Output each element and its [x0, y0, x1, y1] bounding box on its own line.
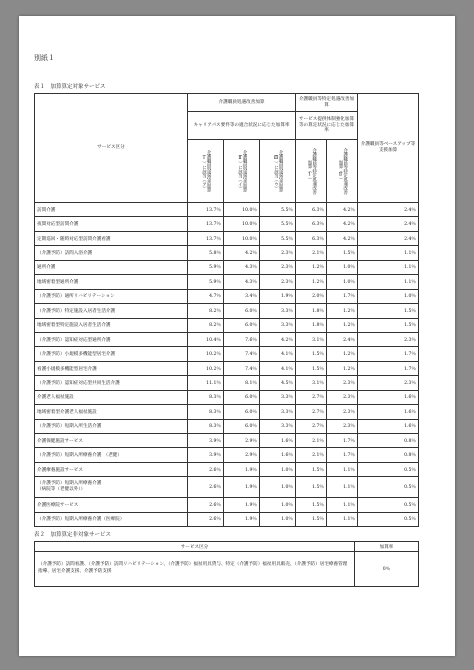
- rate-cell: 3.3％: [260, 304, 296, 318]
- service-name-cell: （介護予防）通所リハビリテーション: [35, 289, 188, 303]
- rate-cell: 1.7％: [327, 434, 358, 448]
- rate-cell: 1.0％: [260, 512, 296, 526]
- rate-column-header: [296, 140, 327, 203]
- rate-cell: 3.1％: [296, 332, 327, 346]
- rate-cell: 0.5％: [358, 512, 419, 526]
- table-row: [35, 448, 419, 462]
- service-name-cell: （介護予防）短期入所療養介護 （老健）: [35, 448, 188, 462]
- service-name-cell: 地域密着型通所介護: [35, 275, 188, 289]
- table-row: [35, 217, 419, 231]
- rate-cell: 11.1％: [188, 376, 224, 390]
- rate-cell: 13.7％: [188, 231, 224, 245]
- rate-cell: 1.9％: [224, 477, 260, 498]
- rate-cell: 1.1％: [327, 477, 358, 498]
- rate-cell: 1.0％: [327, 275, 358, 289]
- annex-label: 別紙１: [34, 54, 55, 62]
- table-row: [35, 477, 419, 498]
- rate-column-header: [188, 140, 224, 203]
- rate-cell: 2.4％: [358, 231, 419, 245]
- rate-cell: 5.5％: [260, 217, 296, 231]
- rate-cell: 1.5％: [296, 361, 327, 375]
- rate-cell: 4.3％: [224, 260, 260, 274]
- rate-cell: 1.1％: [358, 246, 419, 260]
- rate-cell: 10.0％: [224, 231, 260, 245]
- rate-cell: 1.7％: [358, 347, 419, 361]
- rate-cell: 10.2％: [188, 361, 224, 375]
- table-row: [35, 498, 419, 512]
- rate-cell: 2.6％: [188, 477, 224, 498]
- rate-cell: 3.3％: [260, 419, 296, 433]
- rate-cell: 2.4％: [358, 217, 419, 231]
- rate-cell: 7.4％: [224, 361, 260, 375]
- rate-cell: 1.0％: [260, 498, 296, 512]
- rate-cell: 6.0％: [224, 304, 260, 318]
- rate-cell: 5.8％: [188, 246, 224, 260]
- service-name-cell: （介護予防）短期入所療養介護（医療院）: [35, 512, 188, 526]
- rate-cell: 10.4％: [188, 332, 224, 346]
- rate-cell: 4.1％: [260, 361, 296, 375]
- service-name-cell: 介護医療院サービス: [35, 498, 188, 512]
- rate-cell: 2.4％: [358, 203, 419, 217]
- rate-cell: 4.7％: [188, 289, 224, 303]
- rate-cell: 8.3％: [188, 405, 224, 419]
- table-row: [35, 275, 419, 289]
- rate-cell: 1.2％: [327, 361, 358, 375]
- rate-cell: 2.0％: [296, 289, 327, 303]
- service-name-cell: （介護予防）短期入所療養介護 （病院等（老健以外））: [35, 477, 188, 498]
- rate-cell: 2.6％: [188, 498, 224, 512]
- rate-cell: 1.6％: [358, 390, 419, 404]
- rate-cell: 8.3％: [188, 390, 224, 404]
- rate-cell: 1.7％: [327, 289, 358, 303]
- rate-cell: 2.3％: [327, 390, 358, 404]
- rate-cell: 1.0％: [358, 289, 419, 303]
- table-row: [35, 318, 419, 332]
- rate-cell: 2.3％: [327, 405, 358, 419]
- rate-cell: 1.1％: [327, 498, 358, 512]
- rate-cell: 6.3％: [296, 217, 327, 231]
- rate-cell: 2.3％: [358, 332, 419, 346]
- table-row: [35, 419, 419, 433]
- table2-service-header: サービス区分: [35, 542, 355, 552]
- rate-cell: 2.9％: [224, 434, 260, 448]
- rate-column-header-label: 介護職員処遇改善加算（Ⅰ）に該当（ア）: [201, 150, 212, 192]
- rate-cell: 0.5％: [358, 498, 419, 512]
- rate-cell: 1.1％: [327, 512, 358, 526]
- service-name-cell: 看護小規模多機能型居宅介護: [35, 361, 188, 375]
- rate-cell: 6.0％: [224, 405, 260, 419]
- table-row: [35, 246, 419, 260]
- rate-cell: 1.1％: [358, 260, 419, 274]
- table-row: [35, 390, 419, 404]
- rate-cell: 1.5％: [296, 498, 327, 512]
- rate-cell: 1.6％: [358, 405, 419, 419]
- rate-cell: 8.1％: [224, 376, 260, 390]
- table-row: [35, 332, 419, 346]
- service-category-header: サービス区分: [35, 94, 188, 203]
- rate-column-header: [260, 140, 296, 203]
- rate-cell: 1.2％: [296, 275, 327, 289]
- table-row: [35, 347, 419, 361]
- rate-cell: 13.7％: [188, 217, 224, 231]
- rate-cell: 6.3％: [296, 231, 327, 245]
- rate-cell: 1.0％: [327, 260, 358, 274]
- rate-cell: 6.0％: [224, 318, 260, 332]
- table2-rate-cell: 0％: [355, 552, 419, 587]
- table-row: [35, 462, 419, 476]
- rate-cell: 3.4％: [224, 289, 260, 303]
- rate-cell: 2.7％: [296, 390, 327, 404]
- rate-cell: 1.6％: [260, 448, 296, 462]
- rate-cell: 10.2％: [188, 347, 224, 361]
- rate-cell: 7.6％: [224, 332, 260, 346]
- rate-cell: 1.0％: [260, 462, 296, 476]
- rate-column-header-label: 介護職員処遇改善加算（Ⅲ）に該当（ウ）: [273, 150, 284, 192]
- table1: [34, 93, 419, 527]
- rate-cell: 2.1％: [296, 434, 327, 448]
- rate-cell: 5.9％: [188, 260, 224, 274]
- service-name-cell: 介護療養施設サービス: [35, 462, 188, 476]
- rate-cell: 1.7％: [358, 361, 419, 375]
- table-row: [35, 203, 419, 217]
- rate-cell: 1.8％: [296, 318, 327, 332]
- service-name-cell: 夜間対応型訪問介護: [35, 217, 188, 231]
- rate-cell: 0.5％: [358, 462, 419, 476]
- table-row: [35, 512, 419, 526]
- rate-cell: 2.1％: [296, 448, 327, 462]
- rate-cell: 4.2％: [224, 246, 260, 260]
- table-row: [35, 376, 419, 390]
- rate-cell: 6.0％: [224, 390, 260, 404]
- rate-cell: 1.6％: [260, 434, 296, 448]
- group-a-subheader: キャリアパス要件等の適合状況に応じた加算率: [188, 112, 296, 140]
- rate-cell: 1.9％: [224, 498, 260, 512]
- table-row: [35, 361, 419, 375]
- table-row: [35, 260, 419, 274]
- rate-cell: 0.8％: [358, 448, 419, 462]
- rate-cell: 1.5％: [358, 304, 419, 318]
- rate-cell: 2.7％: [296, 419, 327, 433]
- group-b-subheader: サービス提供体制強化加算等の算定状況に応じた加算率: [296, 112, 358, 140]
- table2: [34, 541, 419, 587]
- service-name-cell: 介護保健施設サービス: [35, 434, 188, 448]
- rate-cell: 3.3％: [260, 390, 296, 404]
- table2-service-cell: （介護予防）訪問看護、（介護予防）訪問リハビリテーション、（介護予防）福祉用具貸与、特定（介護予防）福祉用具販売、（介護予防）居宅療養管理指導、居宅介護支援、介護予防支援: [35, 552, 355, 587]
- service-name-cell: 通所介護: [35, 260, 188, 274]
- rate-cell: 2.3％: [327, 376, 358, 390]
- rate-cell: 8.3％: [188, 419, 224, 433]
- table2-caption: 表２ 加算算定非対象サービス: [34, 532, 112, 538]
- rate-cell: 4.2％: [327, 203, 358, 217]
- rate-cell: 4.2％: [260, 332, 296, 346]
- rate-cell: 8.2％: [188, 304, 224, 318]
- rate-cell: 5.9％: [188, 275, 224, 289]
- rate-cell: 8.2％: [188, 318, 224, 332]
- table-row: [35, 304, 419, 318]
- rate-cell: 10.0％: [224, 217, 260, 231]
- rate-cell: 1.5％: [327, 246, 358, 260]
- service-name-cell: 定期巡回・随時対応型訪問介護看護: [35, 231, 188, 245]
- rate-cell: 1.5％: [296, 347, 327, 361]
- rate-column-header: [224, 140, 260, 203]
- service-name-cell: 訪問介護: [35, 203, 188, 217]
- table2-rate-header: 加算率: [355, 542, 419, 552]
- service-name-cell: （介護予防）認知症対応型通所介護: [35, 332, 188, 346]
- rate-cell: 4.5％: [260, 376, 296, 390]
- rate-cell: 13.7％: [188, 203, 224, 217]
- rate-cell: 3.9％: [188, 434, 224, 448]
- rate-cell: 0.5％: [358, 477, 419, 498]
- rate-cell: 5.5％: [260, 231, 296, 245]
- rate-cell: 10.0％: [224, 203, 260, 217]
- rate-cell: 1.9％: [224, 462, 260, 476]
- group-b-header: 介護職員等特定処遇改善加算: [296, 94, 358, 112]
- rate-cell: 1.9％: [260, 289, 296, 303]
- rate-cell: 2.6％: [188, 512, 224, 526]
- rate-cell: 2.4％: [327, 332, 358, 346]
- rate-cell: 6.0％: [224, 419, 260, 433]
- rate-cell: 1.2％: [296, 260, 327, 274]
- rate-cell: 4.3％: [224, 275, 260, 289]
- rate-cell: 1.2％: [327, 318, 358, 332]
- rate-cell: 2.3％: [260, 246, 296, 260]
- service-name-cell: （介護予防）小規模多機能型居宅介護: [35, 347, 188, 361]
- service-name-cell: （介護予防）認知症対応型共同生活介護: [35, 376, 188, 390]
- rate-cell: 1.1％: [358, 275, 419, 289]
- table-row: [35, 434, 419, 448]
- service-name-cell: （介護予防）短期入所生活介護: [35, 419, 188, 433]
- rate-column-header-label: 介護職員等特定処遇改善加算（Ⅰ）: [307, 147, 317, 195]
- service-name-cell: 地域密着型介護老人福祉施設: [35, 405, 188, 419]
- rate-cell: 1.6％: [358, 419, 419, 433]
- rate-cell: 5.5％: [260, 203, 296, 217]
- table-row: [35, 231, 419, 245]
- rate-cell: 3.3％: [260, 405, 296, 419]
- group-a-header: 介護職員処遇改善加算: [188, 94, 296, 112]
- table-row: [35, 405, 419, 419]
- rate-cell: 2.3％: [260, 275, 296, 289]
- service-name-cell: （介護予防）特定施設入居者生活介護: [35, 304, 188, 318]
- rate-cell: 1.1％: [327, 462, 358, 476]
- rate-cell: 1.5％: [296, 462, 327, 476]
- rate-cell: 2.9％: [224, 448, 260, 462]
- rate-cell: 1.9％: [224, 512, 260, 526]
- rate-column-header-label: 介護職員等特定処遇改善加算（Ⅱ）: [338, 147, 348, 195]
- rate-cell: 1.5％: [296, 477, 327, 498]
- rate-cell: 1.2％: [327, 304, 358, 318]
- rate-column-header: [327, 140, 358, 203]
- rate-cell: 3.3％: [260, 318, 296, 332]
- rate-cell: 6.3％: [296, 203, 327, 217]
- rate-cell: 1.8％: [296, 304, 327, 318]
- rate-cell: 3.1％: [296, 376, 327, 390]
- baseup-header: 介護職員等ベースアップ等支援加算: [358, 94, 419, 203]
- rate-cell: 7.4％: [224, 347, 260, 361]
- rate-cell: 1.2％: [327, 347, 358, 361]
- rate-cell: 0.8％: [358, 434, 419, 448]
- rate-cell: 4.2％: [327, 231, 358, 245]
- rate-column-header-label: 介護職員処遇改善加算（Ⅱ）に該当（イ）: [237, 150, 248, 192]
- rate-cell: 3.9％: [188, 448, 224, 462]
- rate-cell: 2.3％: [327, 419, 358, 433]
- rate-cell: 4.2％: [327, 217, 358, 231]
- rate-cell: 2.7％: [296, 405, 327, 419]
- service-name-cell: 地域密着型特定施設入居者生活介護: [35, 318, 188, 332]
- rate-cell: 1.0％: [260, 477, 296, 498]
- rate-cell: 2.6％: [188, 462, 224, 476]
- rate-cell: 1.5％: [296, 512, 327, 526]
- rate-cell: 1.7％: [327, 448, 358, 462]
- table1-caption: 表１ 加算算定対象サービス: [34, 84, 106, 90]
- table-row: [35, 289, 419, 303]
- rate-cell: 2.3％: [358, 376, 419, 390]
- service-name-cell: 介護老人福祉施設: [35, 390, 188, 404]
- rate-cell: 1.5％: [358, 318, 419, 332]
- rate-cell: 2.1％: [296, 246, 327, 260]
- rate-cell: 2.3％: [260, 260, 296, 274]
- service-name-cell: （介護予防）訪問入浴介護: [35, 246, 188, 260]
- rate-cell: 4.1％: [260, 347, 296, 361]
